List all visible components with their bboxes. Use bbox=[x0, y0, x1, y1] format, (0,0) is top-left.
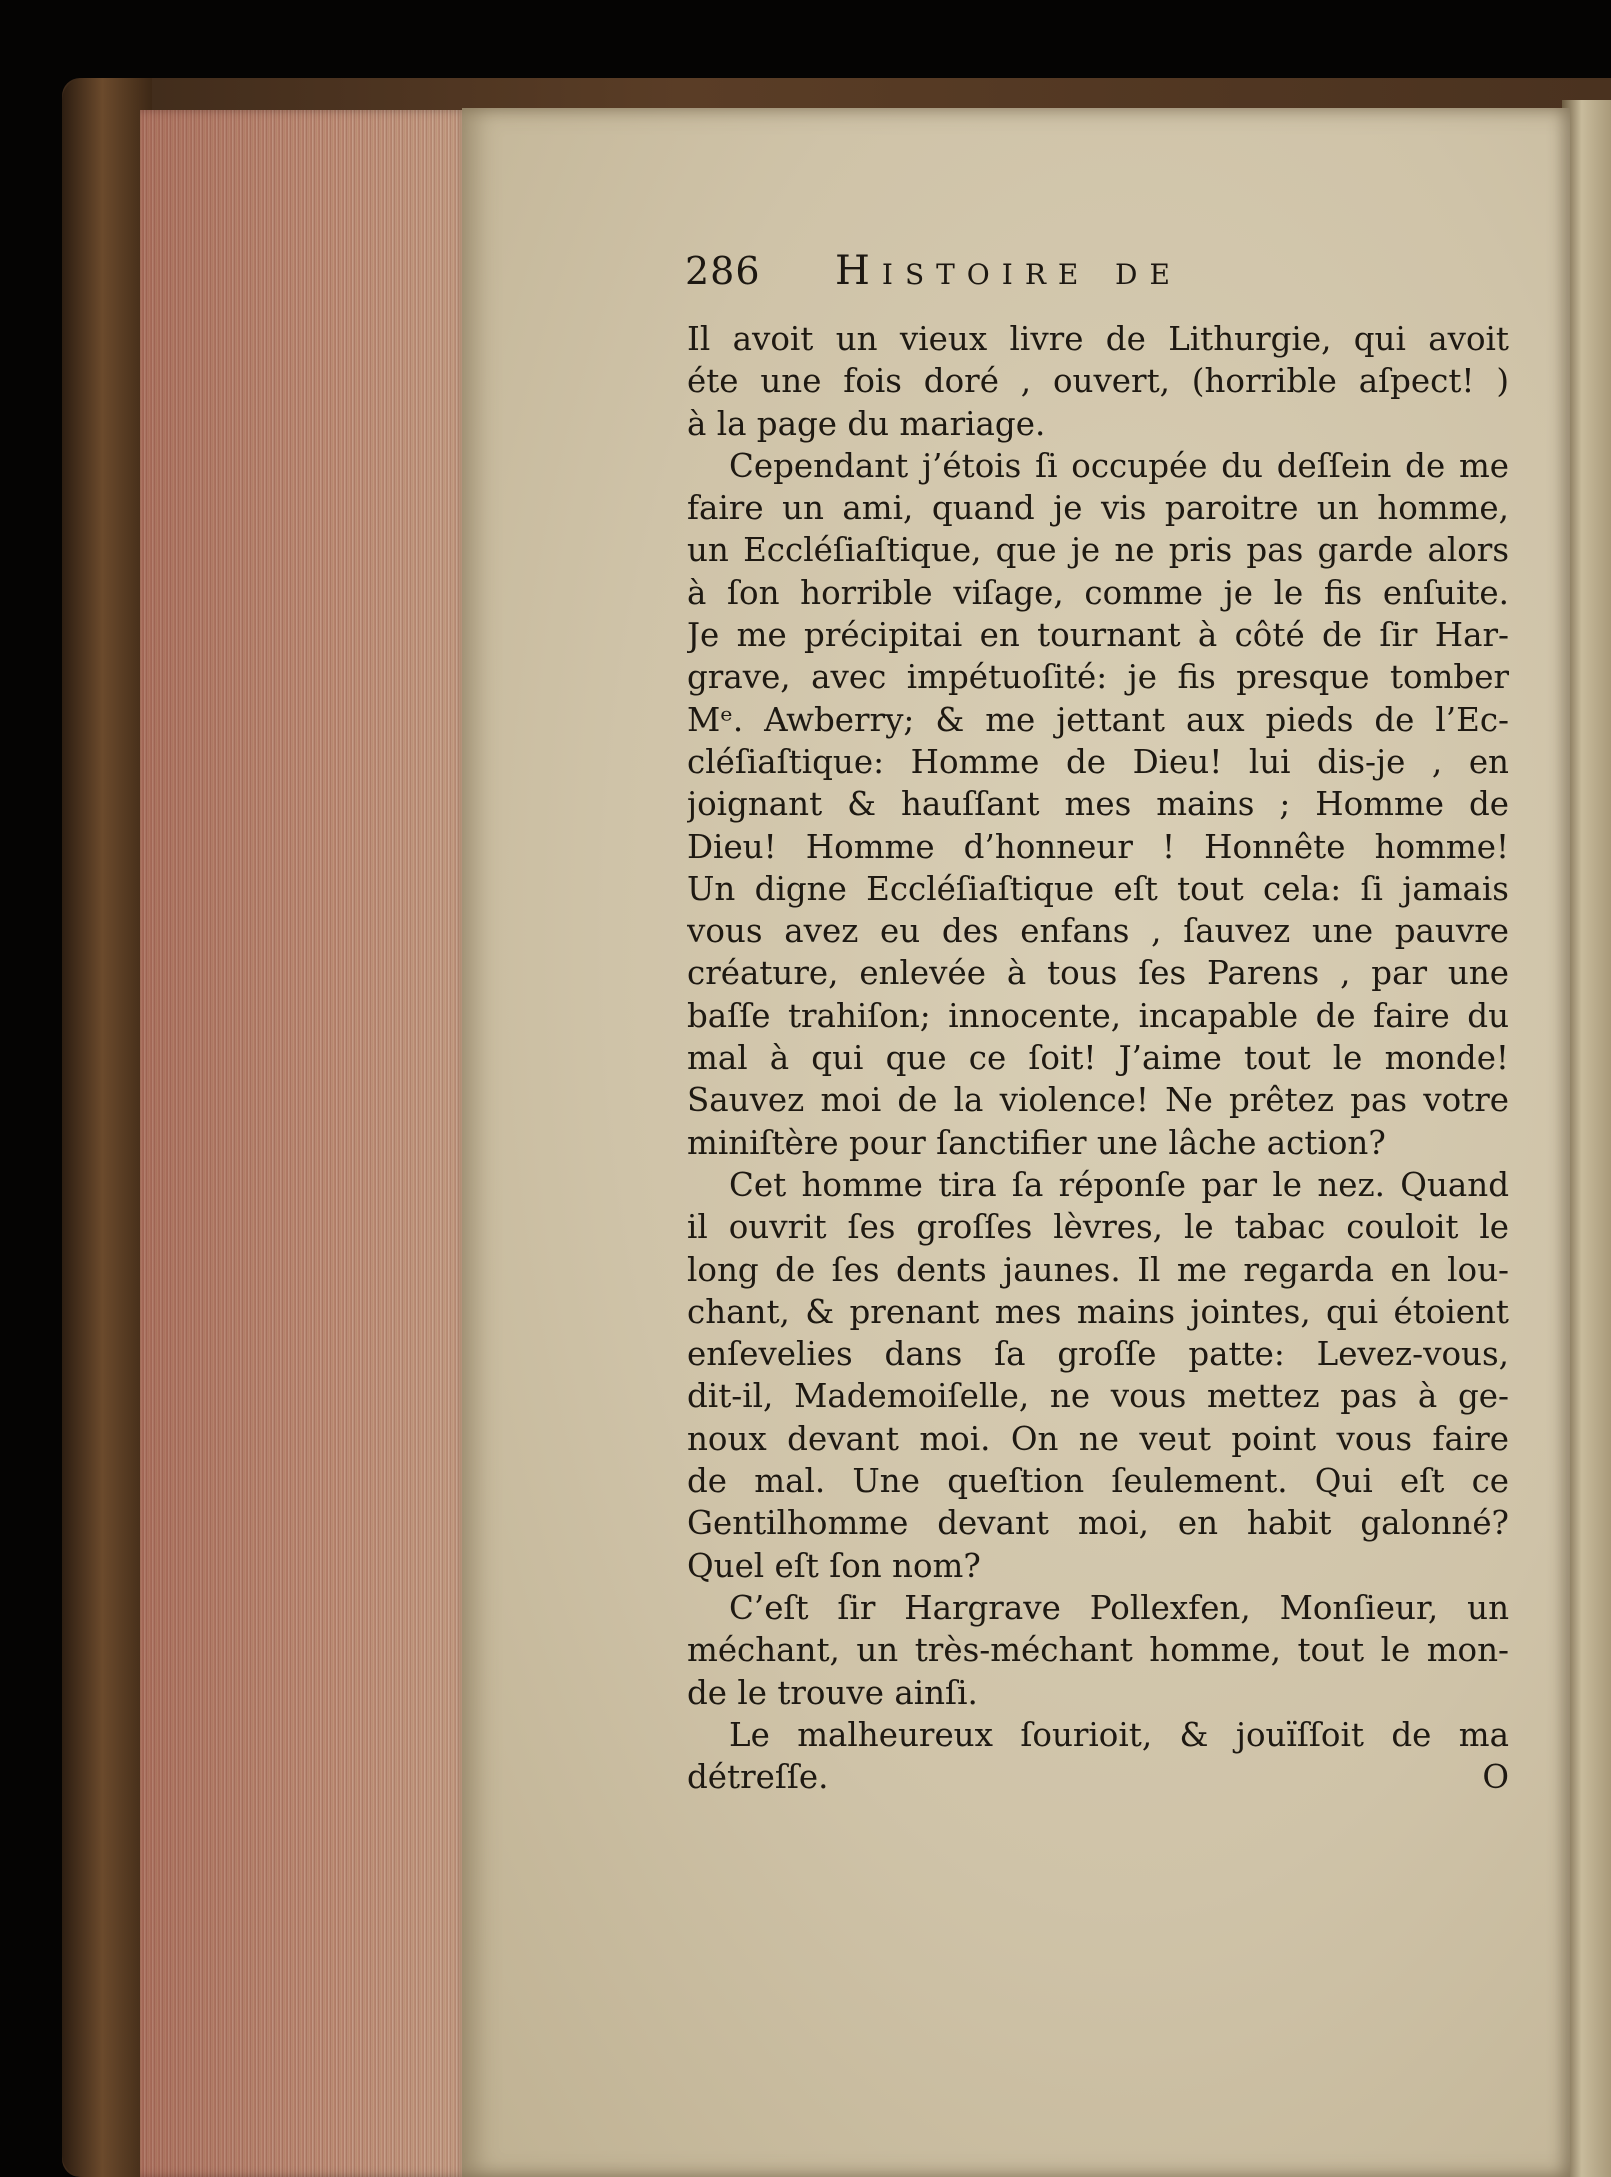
catchword: O bbox=[1482, 1758, 1509, 1797]
text-line: de le trouve ainſi. bbox=[687, 1673, 978, 1712]
text-line: éte une fois doré , ouvert, (horrible aſpect! ) bbox=[687, 362, 1509, 401]
text-line: noux devant moi. On ne veut point vous faire bbox=[687, 1419, 1509, 1458]
text-line: long de ſes dents jaunes. Il me regarda en lou- bbox=[687, 1250, 1509, 1289]
text-line: enſevelies dans ſa groſſe patte: Levez-vous, bbox=[687, 1335, 1509, 1374]
text-line: Il avoit un vieux livre de Lithurgie, qui avoit bbox=[687, 320, 1509, 358]
text-line: créature, enlevée à tous ſes Parens , par une bbox=[687, 954, 1509, 993]
text-line: Le malheureux ſourioit, & jouïſſoit de ma bbox=[729, 1715, 1509, 1754]
page-number: 286 bbox=[685, 249, 761, 293]
text-line: mal à qui que ce ſoit! J’aime tout le monde! bbox=[687, 1039, 1509, 1078]
page-text bbox=[687, 318, 1509, 1798]
text-line: Quel eſt ſon nom? bbox=[687, 1546, 981, 1585]
text-line: C’eſt ſir Hargrave Pollexfen, Monſieur, un bbox=[729, 1588, 1509, 1627]
text-line: grave, avec impétuoſité: je fis presque tomber bbox=[687, 658, 1509, 697]
page-edges bbox=[140, 110, 470, 2177]
text-line: Cet homme tira ſa réponſe par le nez. Quand bbox=[729, 1165, 1509, 1204]
text-line: détreſſe. bbox=[687, 1758, 829, 1797]
text-line: Cependant j’étois ſi occupée du deſſein de me bbox=[729, 446, 1509, 485]
text-line: à la page du mariage. bbox=[687, 404, 1046, 443]
text-line: Sauvez moi de la violence! Ne prêtez pas votre bbox=[687, 1081, 1509, 1120]
text-line: dit-il, Mademoiſelle, ne vous mettez pas à ge- bbox=[687, 1377, 1509, 1416]
text-line: baſſe trahiſon; innocente, incapable de faire du bbox=[687, 996, 1509, 1035]
text-line: méchant, un très-méchant homme, tout le mon- bbox=[687, 1631, 1509, 1670]
text-line: Gentilhomme devant moi, en habit galonné? bbox=[687, 1504, 1509, 1543]
text-line: joignant & hauſſant mes mains ; Homme de bbox=[687, 785, 1509, 824]
text-line: cléſiaſtique: Homme de Dieu! lui dis-je , en bbox=[687, 742, 1509, 781]
running-title: Histoire de bbox=[835, 248, 1182, 294]
text-line: Mᵉ. Awberry; & me jettant aux pieds de l’Ec- bbox=[687, 700, 1509, 739]
last-line bbox=[687, 1756, 1509, 1798]
text-line: un Eccléſiaſtique, que je ne pris pas garde alors bbox=[687, 531, 1509, 570]
text-line: faire un ami, quand je vis paroitre un homme, bbox=[687, 489, 1509, 528]
text-line: à ſon horrible viſage, comme je le fis enſuite. bbox=[687, 573, 1509, 612]
text-line: Je me précipitai en tournant à côté de ſir Har- bbox=[687, 616, 1509, 655]
text-line: vous avez eu des enfans , ſauvez une pauvre bbox=[687, 912, 1509, 951]
text-line: chant, & prenant mes mains jointes, qui étoient bbox=[687, 1292, 1509, 1331]
text-line: de mal. Une queſtion ſeulement. Qui eſt ce bbox=[687, 1462, 1509, 1501]
page-header bbox=[685, 248, 1345, 308]
text-line: Un digne Eccléſiaſtique eſt tout cela: ſi jamais bbox=[687, 869, 1509, 908]
text-line: miniſtère pour ſanctifier une lâche action? bbox=[687, 1123, 1386, 1162]
leather-cover-edge bbox=[62, 78, 152, 2177]
text-line: Dieu! Homme d’honneur ! Honnête homme! bbox=[687, 827, 1509, 866]
text-line: il ouvrit ſes groſſes lèvres, le tabac couloit le bbox=[687, 1208, 1509, 1247]
